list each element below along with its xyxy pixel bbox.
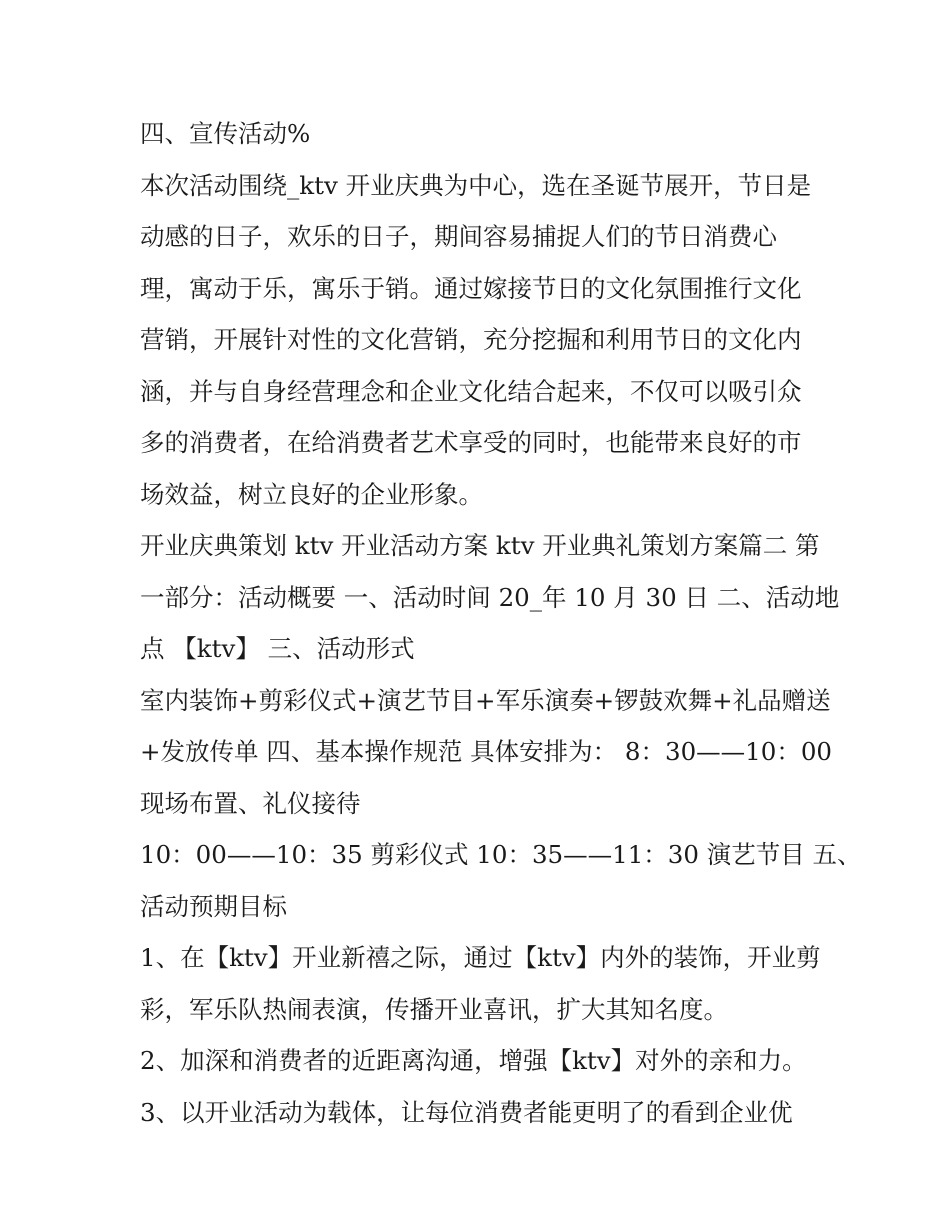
text-line: 点 【ktv】 三、活动形式 — [140, 634, 415, 663]
text-line: 10：00——10：35 剪彩仪式 10：35——11：30 演艺节目 五、 — [140, 840, 862, 869]
text-line: 3、以开业活动为载体，让每位消费者能更明了的看到企业优 — [140, 1097, 793, 1127]
text-line: 一部分：活动概要 一、活动时间 20_年 10 月 30 日 二、活动地 — [140, 582, 840, 612]
text-line: 本次活动围绕_ktv 开业庆典为中心，选在圣诞节展开，节日是 — [140, 170, 812, 200]
text-line: 理，寓动于乐，寓乐于销。通过嫁接节日的文化氛围推行文化 — [140, 273, 802, 303]
text-line: 四、宣传活动% — [140, 119, 311, 148]
text-line: 动感的日子，欢乐的日子，期间容易捕捉人们的节日消费心 — [140, 222, 777, 251]
text-line: 室内装饰+剪彩仪式+演艺节目+军乐演奏+锣鼓欢舞+礼品赠送 — [140, 685, 831, 715]
text-line: 活动预期目标 — [140, 891, 287, 921]
text-line: 营销，开展针对性的文化营销，充分挖掘和利用节日的文化内 — [140, 325, 802, 354]
text-line: 开业庆典策划 ktv 开业活动方案 ktv 开业典礼策划方案篇二 第 — [140, 531, 820, 560]
text-line: 多的消费者，在给消费者艺术享受的同时，也能带来良好的市 — [140, 428, 802, 457]
text-line: 2、加深和消费者的近距离沟通，增强【ktv】对外的亲和力。 — [140, 1046, 807, 1075]
text-line: 涵，并与自身经营理念和企业文化结合起来，不仅可以吸引众 — [140, 376, 802, 406]
document-body — [140, 108, 862, 1138]
text-line: 1、在【ktv】开业新禧之际，通过【ktv】内外的装饰，开业剪 — [140, 943, 821, 972]
text-line: 场效益，树立良好的企业形象。 — [140, 479, 483, 509]
text-line: 现场布置、礼仪接待 — [140, 788, 361, 818]
text-line: +发放传单 四、基本操作规范 具体安排为： 8：30——10：00 — [140, 737, 833, 766]
text-line: 彩，军乐队热闹表演，传播开业喜讯，扩大其知名度。 — [140, 994, 728, 1024]
